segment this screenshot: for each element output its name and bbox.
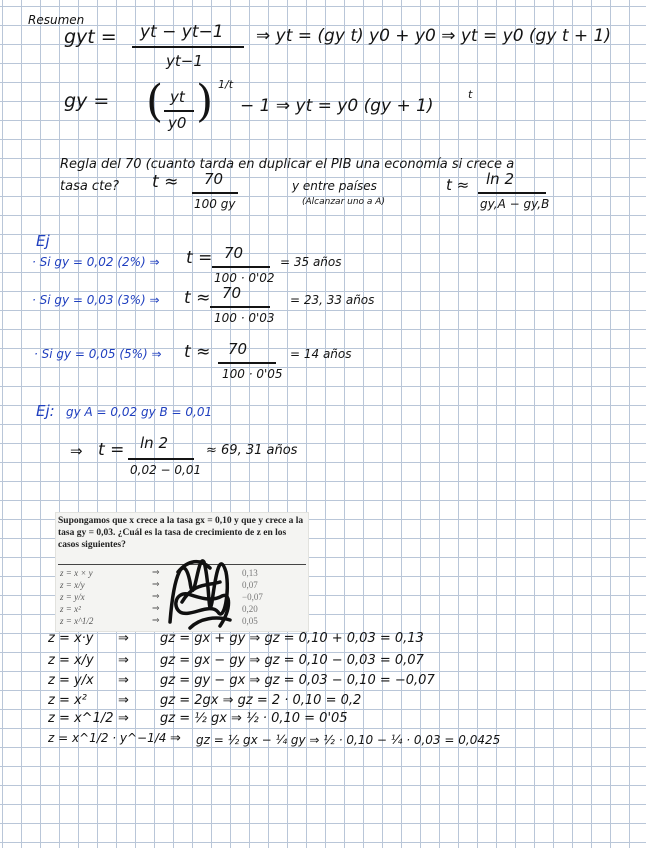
example-2-label: Ej: [36,402,55,420]
example-1-t: t = [186,248,213,268]
rule-denominator-diff: gy,A − gy,B [480,197,550,211]
growth-rate-denominator: yt−1 [166,52,203,70]
solution-3-work: gz = gy − gx ⇒ gz = 0,03 − 0,10 = −0,07 [160,673,435,688]
rule-t-label: t ≈ [152,172,179,192]
solution-5-z: z = x^1/2 [48,711,114,726]
solution-5-work: gz = ½ gx ⇒ ½ · 0,10 = 0'05 [160,711,348,726]
example-3-numerator: 70 [228,340,248,358]
example-label: Ej [36,232,50,250]
solution-4-arrow: ⇒ [118,693,129,708]
clipping-arrow: ⇒ [152,568,160,578]
example-2-t: t ≈ [184,288,211,308]
clipping-row: z = y/x [60,592,85,602]
example-2-arrow: ⇒ [70,442,83,460]
solution-6-work: gz = ½ gx − ¼ gy ⇒ ½ · 0,10 − ¼ · 0,03 = 0,0425 [196,733,501,747]
clipping-row: z = x^1/2 [60,616,94,626]
rule-numerator: 70 [204,170,224,188]
rule-reach-note: (Alcanzar uno a A) [302,197,385,207]
clipping-answer: 0,07 [242,580,258,590]
solution-6-arrow: ⇒ [170,731,181,746]
clipping-answer: 0,13 [242,568,258,578]
solution-1-arrow: ⇒ [118,631,129,646]
example-1-result: = 35 años [280,255,342,269]
fraction-bar [212,266,270,268]
solution-3-arrow: ⇒ [118,673,129,688]
fraction-bar [478,192,546,194]
clipping-row: z = x² [60,604,81,614]
solution-2-work: gz = gx − gy ⇒ gz = 0,10 − 0,03 = 0,07 [160,653,424,668]
example-2-denominator: 100 · 0'03 [214,311,275,325]
solution-1-z: z = x·y [48,631,94,646]
solution-4-work: gz = 2gx ⇒ gz = 2 · 0,10 = 0,2 [160,693,362,708]
avg-growth-rhs: − 1 ⇒ yt = y0 (gy + 1) [240,96,434,116]
clipping-question: Supongamos que x crece a la tasa gx = 0,10 y que y crece a la tasa gy = 0,03. ¿Cuál es la tasa de crecimiento de z en los casos siguientes? [58,516,304,550]
avg-growth-numerator: yt [170,88,185,106]
growth-rate-numerator: yt − yt−1 [140,22,224,42]
solution-2-z: z = x/y [48,653,94,668]
solution-1-work: gz = gx + gy ⇒ gz = 0,10 + 0,03 = 0,13 [160,631,424,646]
avg-growth-denominator: y0 [168,114,187,132]
rule-of-70-line1: Regla del 70 (cuanto tarda en duplicar el PIB una economía si crece a [60,157,515,172]
avg-growth-rhs-exponent: t [468,88,473,101]
avg-growth-lhs: gy = [64,90,110,112]
clipping-arrow: ⇒ [152,604,160,614]
example-2-given: gy A = 0,02 gy B = 0,01 [66,405,213,419]
clipping-row: z = x/y [60,580,85,590]
example-2-ln2: ln 2 [140,434,168,452]
fraction-bar [132,46,244,48]
example-2-t-label: t = [98,440,125,460]
growth-rate-rhs: ⇒ yt = (gy t) y0 + y0 ⇒ yt = y0 (gy t + 1) [256,26,611,46]
example-2-diff: 0,02 − 0,01 [130,463,202,477]
solution-4-z: z = x² [48,693,87,708]
fraction-bar [192,192,238,194]
clipping-arrow: ⇒ [152,592,160,602]
clipping-answer: 0,20 [242,604,258,614]
example-2-result: ≈ 69, 31 años [206,443,298,458]
growth-rate-lhs: gyt = [64,26,117,48]
example-2-condition: · Si gy = 0,03 (3%) ⇒ [32,293,160,307]
solution-2-arrow: ⇒ [118,653,129,668]
clipping-row: z = x × y [60,568,93,578]
example-1-condition: · Si gy = 0,02 (2%) ⇒ [32,255,160,269]
rule-between-countries: y entre países [292,179,377,193]
solution-3-z: z = y/x [48,673,94,688]
example-1-denominator: 100 · 0'02 [214,271,275,285]
example-3-result: = 14 años [290,347,352,361]
clipping-answer: −0,07 [242,592,263,602]
left-paren: ( [146,76,164,127]
rule-denominator: 100 gy [194,197,236,211]
scribble-mark [160,542,240,634]
example-2-result: = 23, 33 años [290,293,375,307]
example-3-condition: · Si gy = 0,05 (5%) ⇒ [34,347,162,361]
solution-5-arrow: ⇒ [118,711,129,726]
rule-of-70-line2: tasa cte? [60,179,120,194]
solution-6-z: z = x^1/2 · y^−1/4 [48,731,167,745]
clipping-answer: 0,05 [242,616,258,626]
clipping-arrow: ⇒ [152,580,160,590]
example-2-numerator: 70 [222,284,242,302]
fraction-bar [210,306,270,308]
right-paren: ) [196,76,214,127]
clipping-arrow: ⇒ [152,616,160,626]
fraction-bar [218,362,276,364]
header-label: Resumen [28,13,85,27]
example-1-numerator: 70 [224,244,244,262]
fraction-bar [164,110,194,112]
avg-growth-exponent: 1/t [218,78,234,91]
rule-t2-label: t ≈ [446,176,470,194]
fraction-bar [128,458,194,460]
example-3-t: t ≈ [184,342,211,362]
example-3-denominator: 100 · 0'05 [222,367,283,381]
rule-numerator-ln2: ln 2 [486,170,514,188]
